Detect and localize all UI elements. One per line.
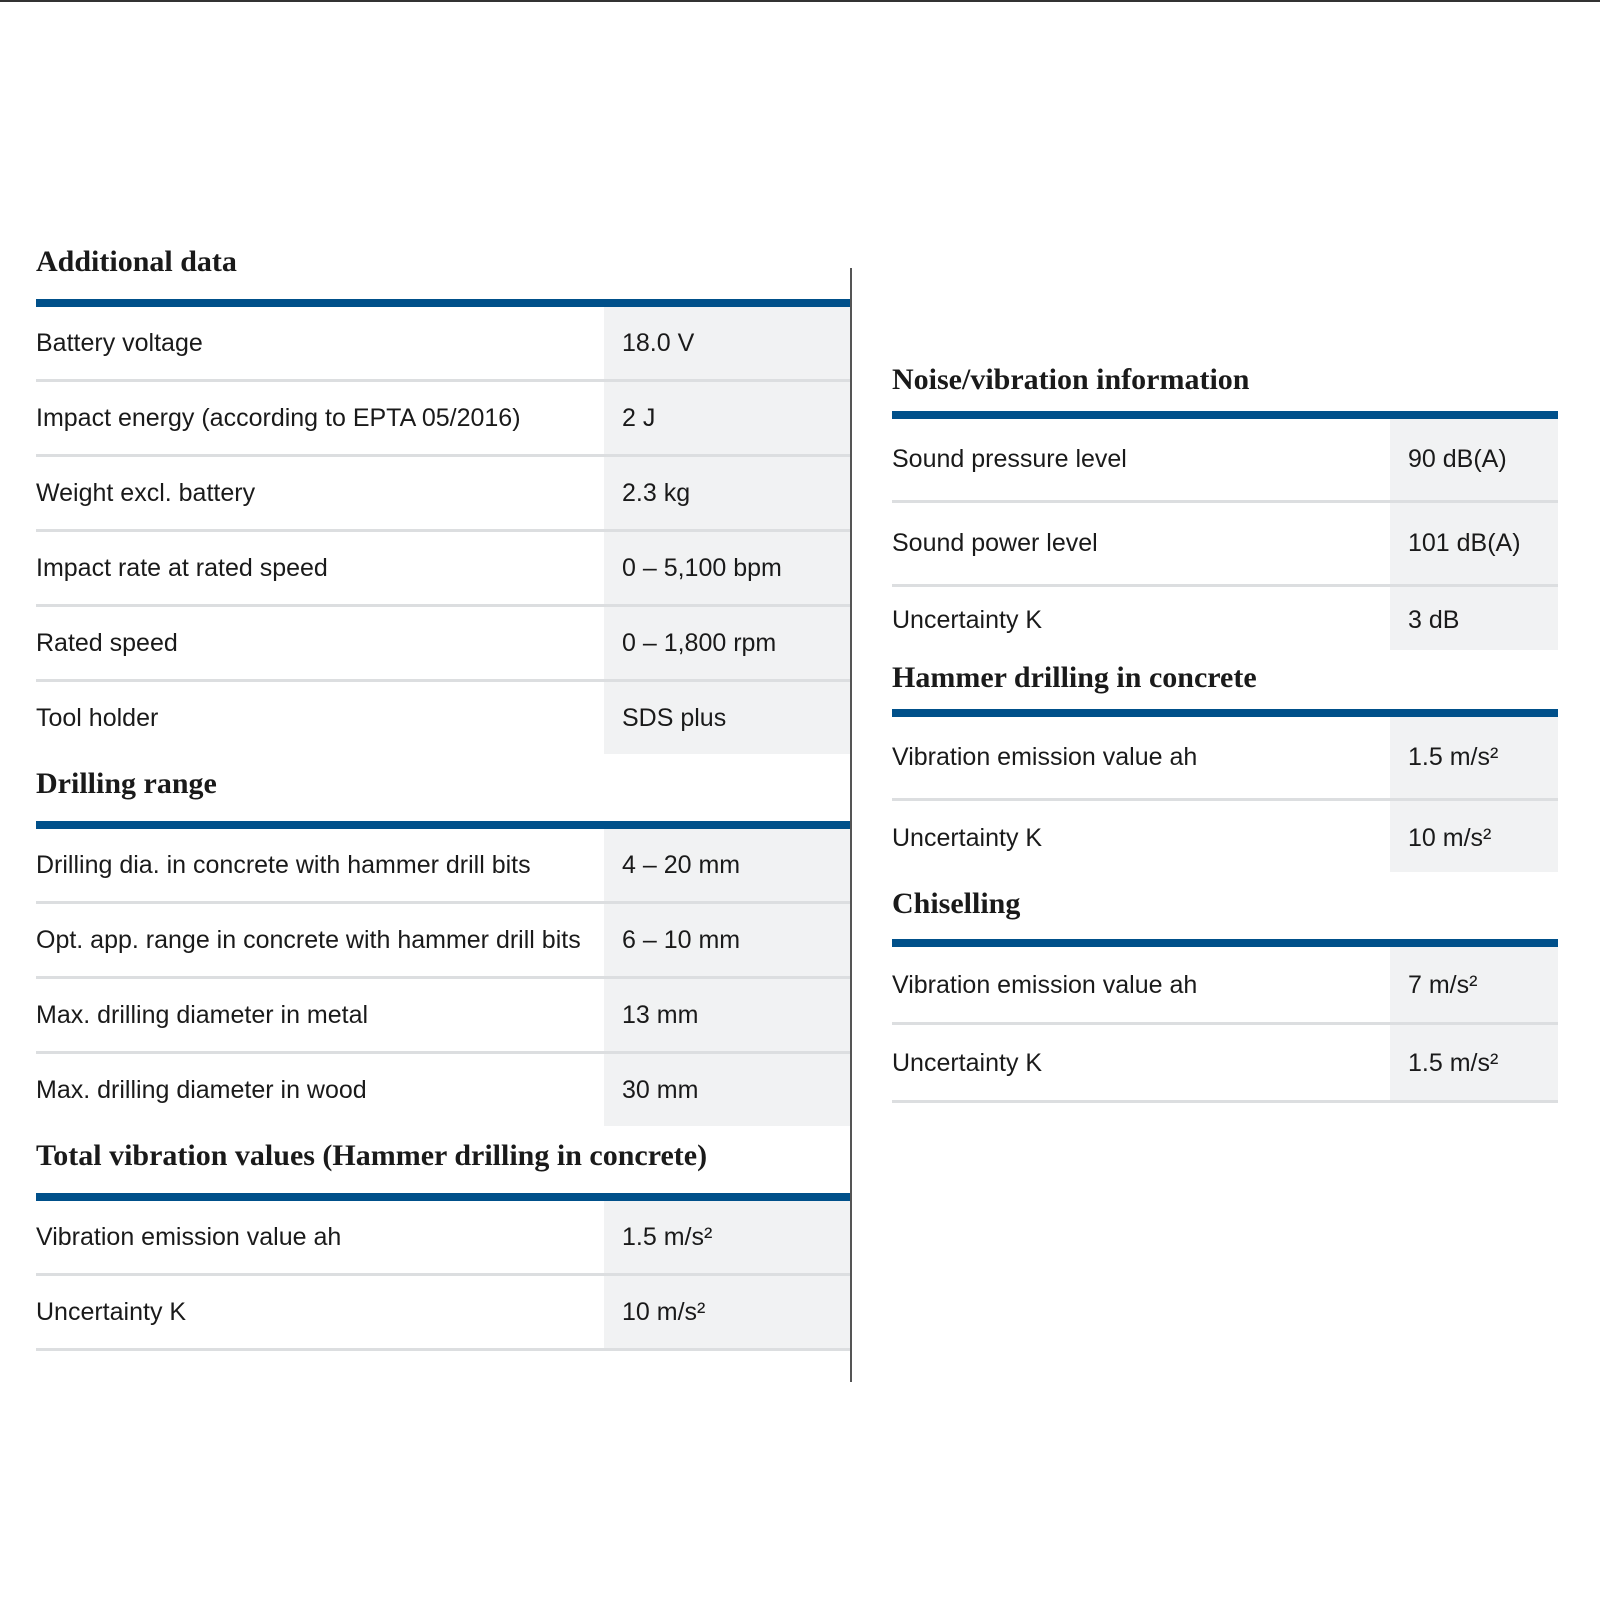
spec-label: Max. drilling diameter in wood xyxy=(36,1076,367,1104)
left-spec-column xyxy=(36,235,850,1351)
spec-value: 30 mm xyxy=(604,1054,850,1126)
table-row xyxy=(36,1276,850,1351)
table-row xyxy=(36,457,850,532)
spec-label: Weight excl. battery xyxy=(36,479,256,507)
spec-value: 0 – 1,800 rpm xyxy=(604,607,850,679)
spec-value: 90 dB(A) xyxy=(1390,419,1558,500)
table-row xyxy=(892,947,1558,1025)
spec-label: Impact energy (according to EPTA 05/2016) xyxy=(36,404,521,432)
spec-value: 18.0 V xyxy=(604,307,850,379)
spec-value: 6 – 10 mm xyxy=(604,904,850,976)
table-row xyxy=(892,419,1558,503)
spec-value: 4 – 20 mm xyxy=(604,829,850,901)
spec-label: Vibration emission value ah xyxy=(892,971,1198,999)
spec-value: 1.5 m/s² xyxy=(1390,717,1558,798)
table-row xyxy=(892,587,1558,653)
table-row xyxy=(36,1054,850,1129)
spec-value: 1.5 m/s² xyxy=(1390,1025,1558,1100)
spec-label: Uncertainty K xyxy=(892,1049,1043,1077)
table-row xyxy=(36,979,850,1054)
spec-label: Sound power level xyxy=(892,529,1098,557)
spec-label: Drilling dia. in concrete with hammer drill bits xyxy=(36,851,531,879)
table-row xyxy=(36,682,850,757)
spec-label: Rated speed xyxy=(36,629,178,657)
spec-value: 13 mm xyxy=(604,979,850,1051)
spec-value: 2.3 kg xyxy=(604,457,850,529)
spec-label: Sound pressure level xyxy=(892,445,1127,473)
spec-label: Battery voltage xyxy=(36,329,203,357)
spec-label: Vibration emission value ah xyxy=(892,743,1198,771)
spec-label: Uncertainty K xyxy=(892,606,1043,634)
right-spec-column xyxy=(892,355,1558,1103)
section-title-drilling-range: Drilling range xyxy=(36,757,850,829)
spec-label: Vibration emission value ah xyxy=(36,1223,342,1251)
spec-label: Impact rate at rated speed xyxy=(36,554,328,582)
spec-label: Uncertainty K xyxy=(892,824,1043,852)
table-row xyxy=(892,801,1558,875)
spec-label: Max. drilling diameter in metal xyxy=(36,1001,369,1029)
spec-value: 2 J xyxy=(604,382,850,454)
section-title-noise-vibration: Noise/vibration information xyxy=(892,355,1558,419)
spec-value: 0 – 5,100 bpm xyxy=(604,532,850,604)
section-title-chiselling: Chiselling xyxy=(892,875,1558,947)
spec-value: 7 m/s² xyxy=(1390,947,1558,1022)
table-row xyxy=(36,607,850,682)
table-row xyxy=(892,717,1558,801)
spec-value: 101 dB(A) xyxy=(1390,503,1558,584)
table-row xyxy=(892,503,1558,587)
table-row xyxy=(36,829,850,904)
table-row xyxy=(36,1201,850,1276)
top-border-line xyxy=(0,0,1600,2)
spec-value: 3 dB xyxy=(1390,587,1558,650)
table-row xyxy=(36,307,850,382)
section-title-total-vibration: Total vibration values (Hammer drilling in concrete) xyxy=(36,1129,850,1201)
table-row xyxy=(36,382,850,457)
spec-label: Opt. app. range in concrete with hammer drill bits xyxy=(36,926,581,954)
table-row xyxy=(36,904,850,979)
spec-value: 10 m/s² xyxy=(604,1276,850,1348)
spec-label: Tool holder xyxy=(36,704,159,732)
table-row xyxy=(36,532,850,607)
column-divider xyxy=(850,268,852,1382)
spec-value: 1.5 m/s² xyxy=(604,1201,850,1273)
section-title-additional-data: Additional data xyxy=(36,235,850,307)
section-title-hammer-drilling: Hammer drilling in concrete xyxy=(892,653,1558,717)
spec-value: SDS plus xyxy=(604,682,850,754)
spec-value: 10 m/s² xyxy=(1390,801,1558,872)
table-row xyxy=(892,1025,1558,1103)
spec-label: Uncertainty K xyxy=(36,1298,187,1326)
